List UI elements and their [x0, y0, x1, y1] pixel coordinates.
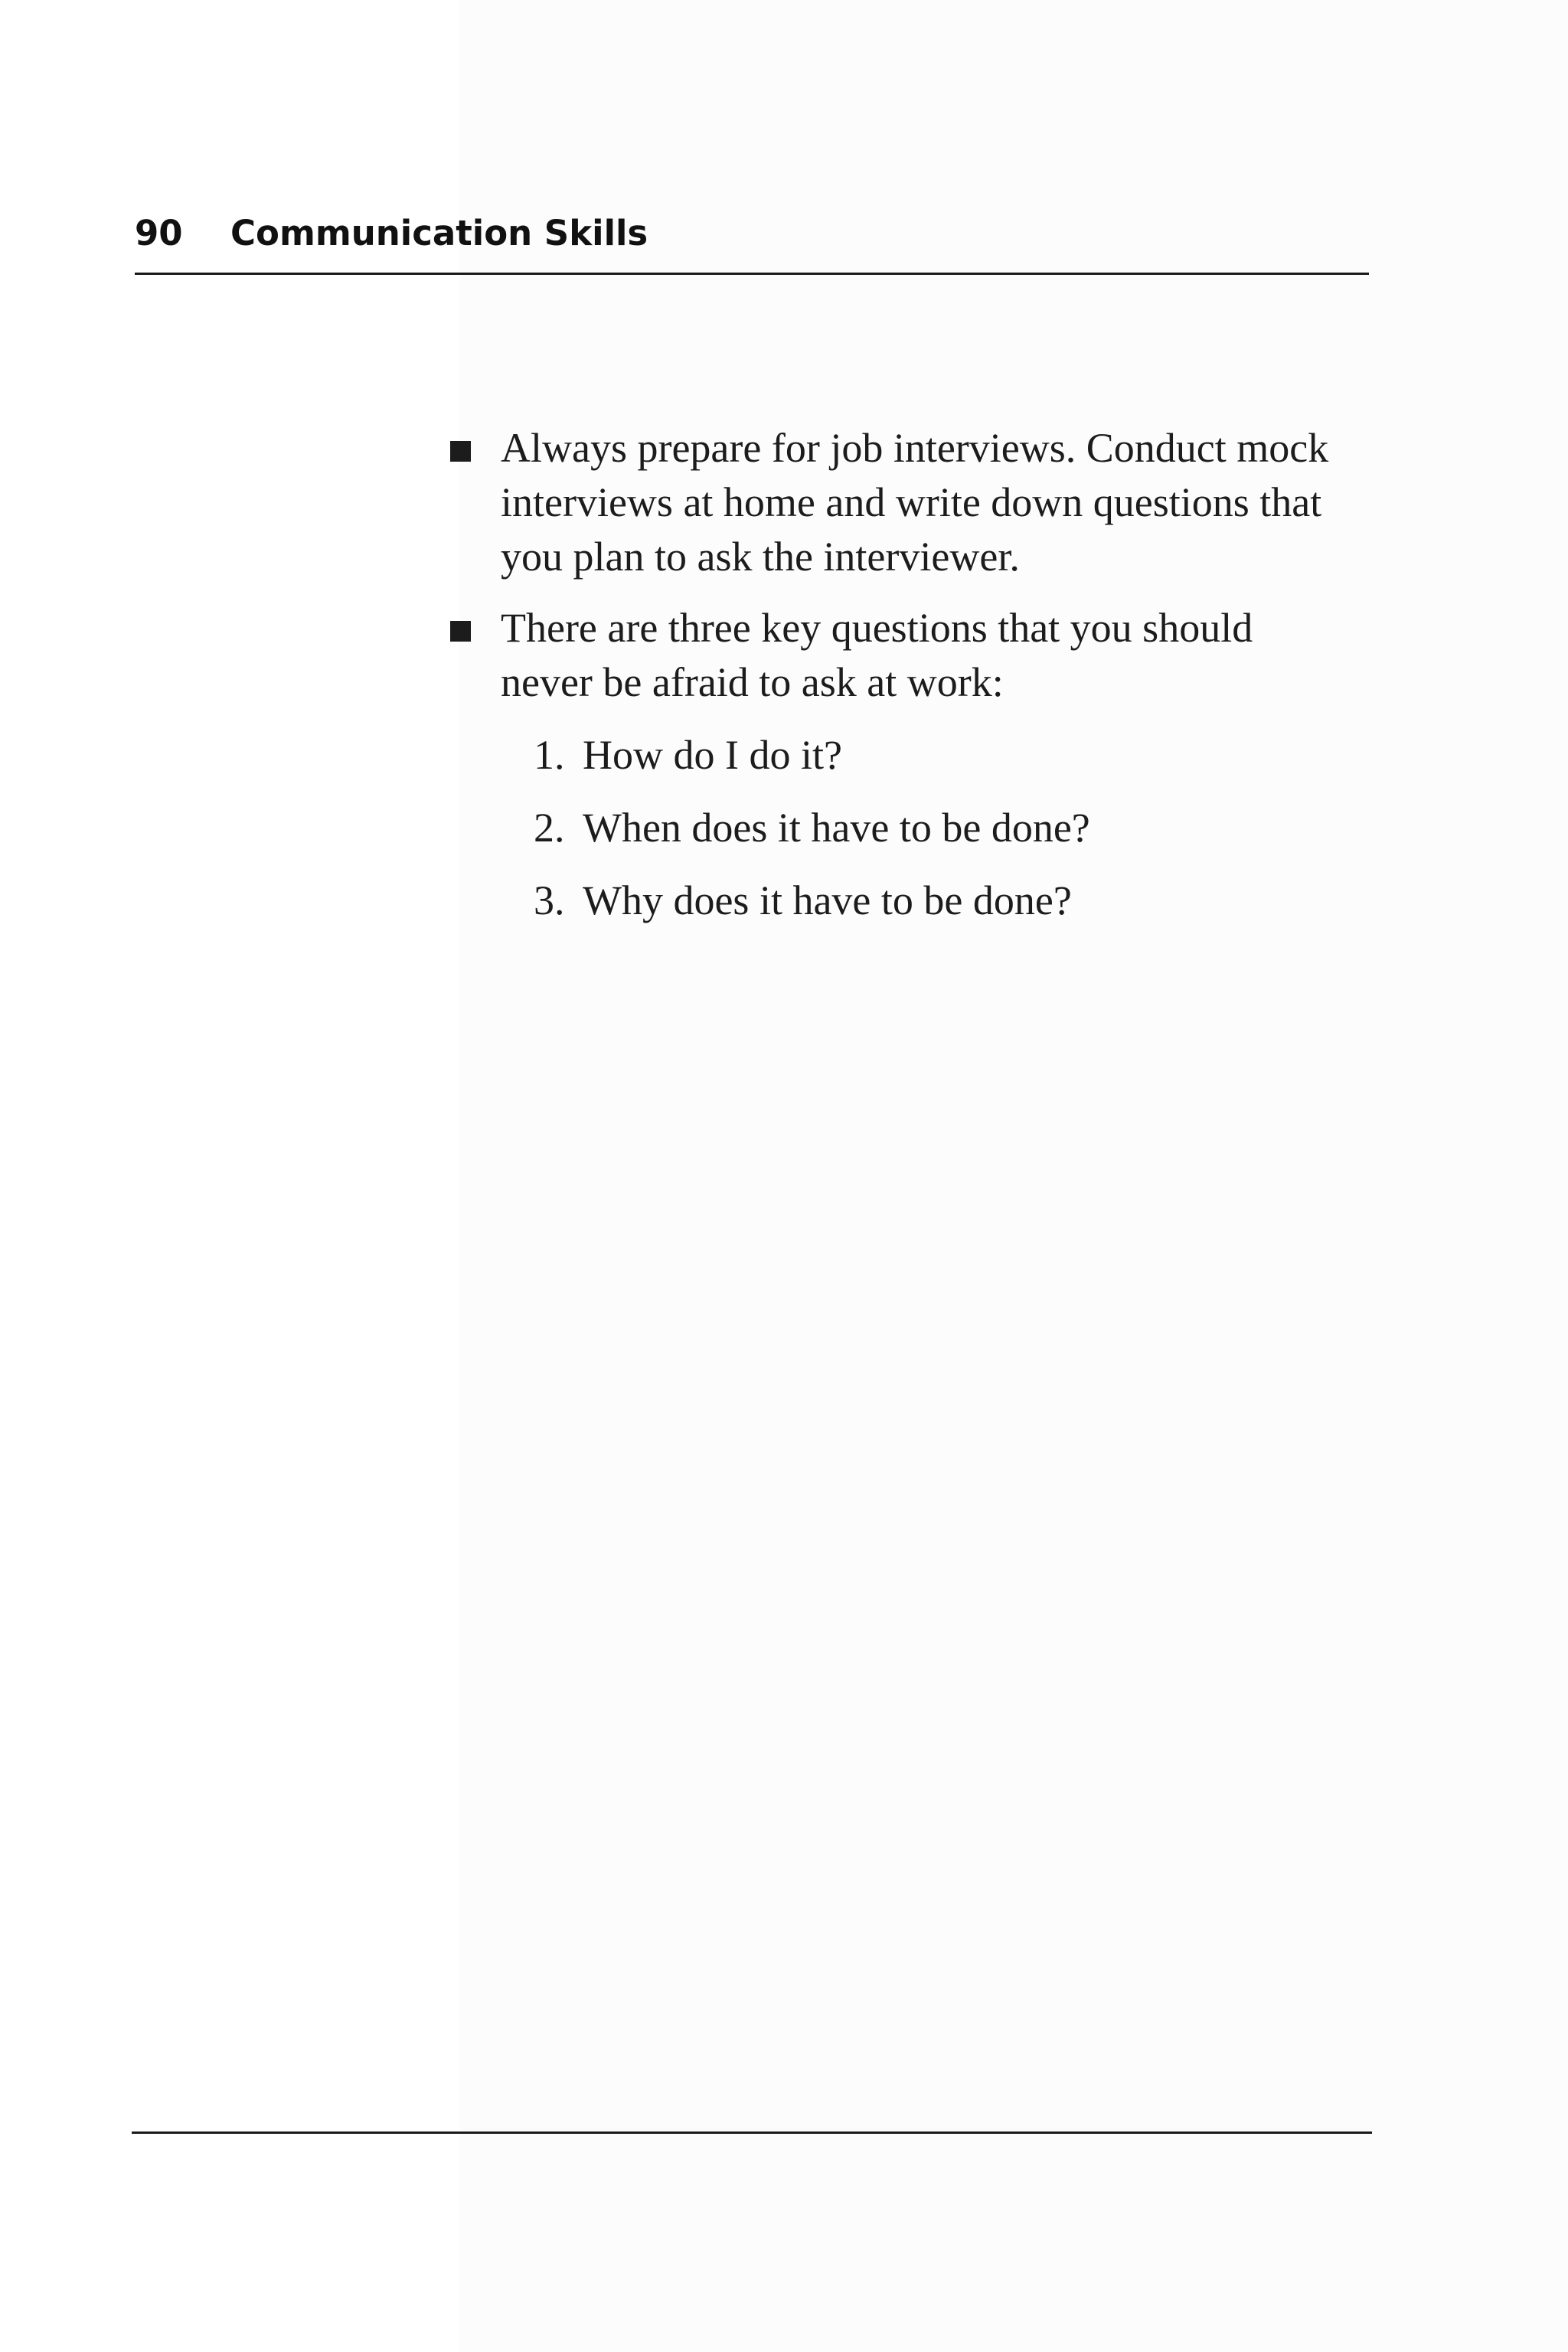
- list-number: 2.: [534, 805, 565, 851]
- list-item-text: Why does it have to be done?: [583, 877, 1072, 923]
- page-number: 90: [135, 213, 183, 253]
- list-item: [534, 874, 1349, 928]
- running-head-title: Communication Skills: [230, 213, 648, 253]
- header-rule: [135, 273, 1369, 275]
- square-bullet-icon: [450, 621, 471, 642]
- list-number: 3.: [534, 877, 565, 923]
- page-background: [459, 0, 1568, 2352]
- list-item-text: When does it have to be done?: [583, 805, 1090, 851]
- footer-rule: [132, 2132, 1372, 2134]
- list-item-text: How do I do it?: [583, 732, 842, 778]
- bullet-item: [446, 421, 1349, 584]
- list-number: 1.: [534, 732, 565, 778]
- bullet-text: Always prepare for job interviews. Conduct mock interviews at home and write down questions that you plan to ask the interviewer.: [501, 425, 1329, 580]
- list-item: [534, 728, 1349, 782]
- numbered-list: [501, 728, 1349, 928]
- square-bullet-icon: [450, 441, 471, 462]
- body-content: [446, 421, 1349, 946]
- list-item: [534, 801, 1349, 855]
- bullet-text: There are three key questions that you should never be afraid to ask at work:: [501, 605, 1253, 705]
- bullet-item: [446, 601, 1349, 928]
- running-head: [135, 213, 648, 259]
